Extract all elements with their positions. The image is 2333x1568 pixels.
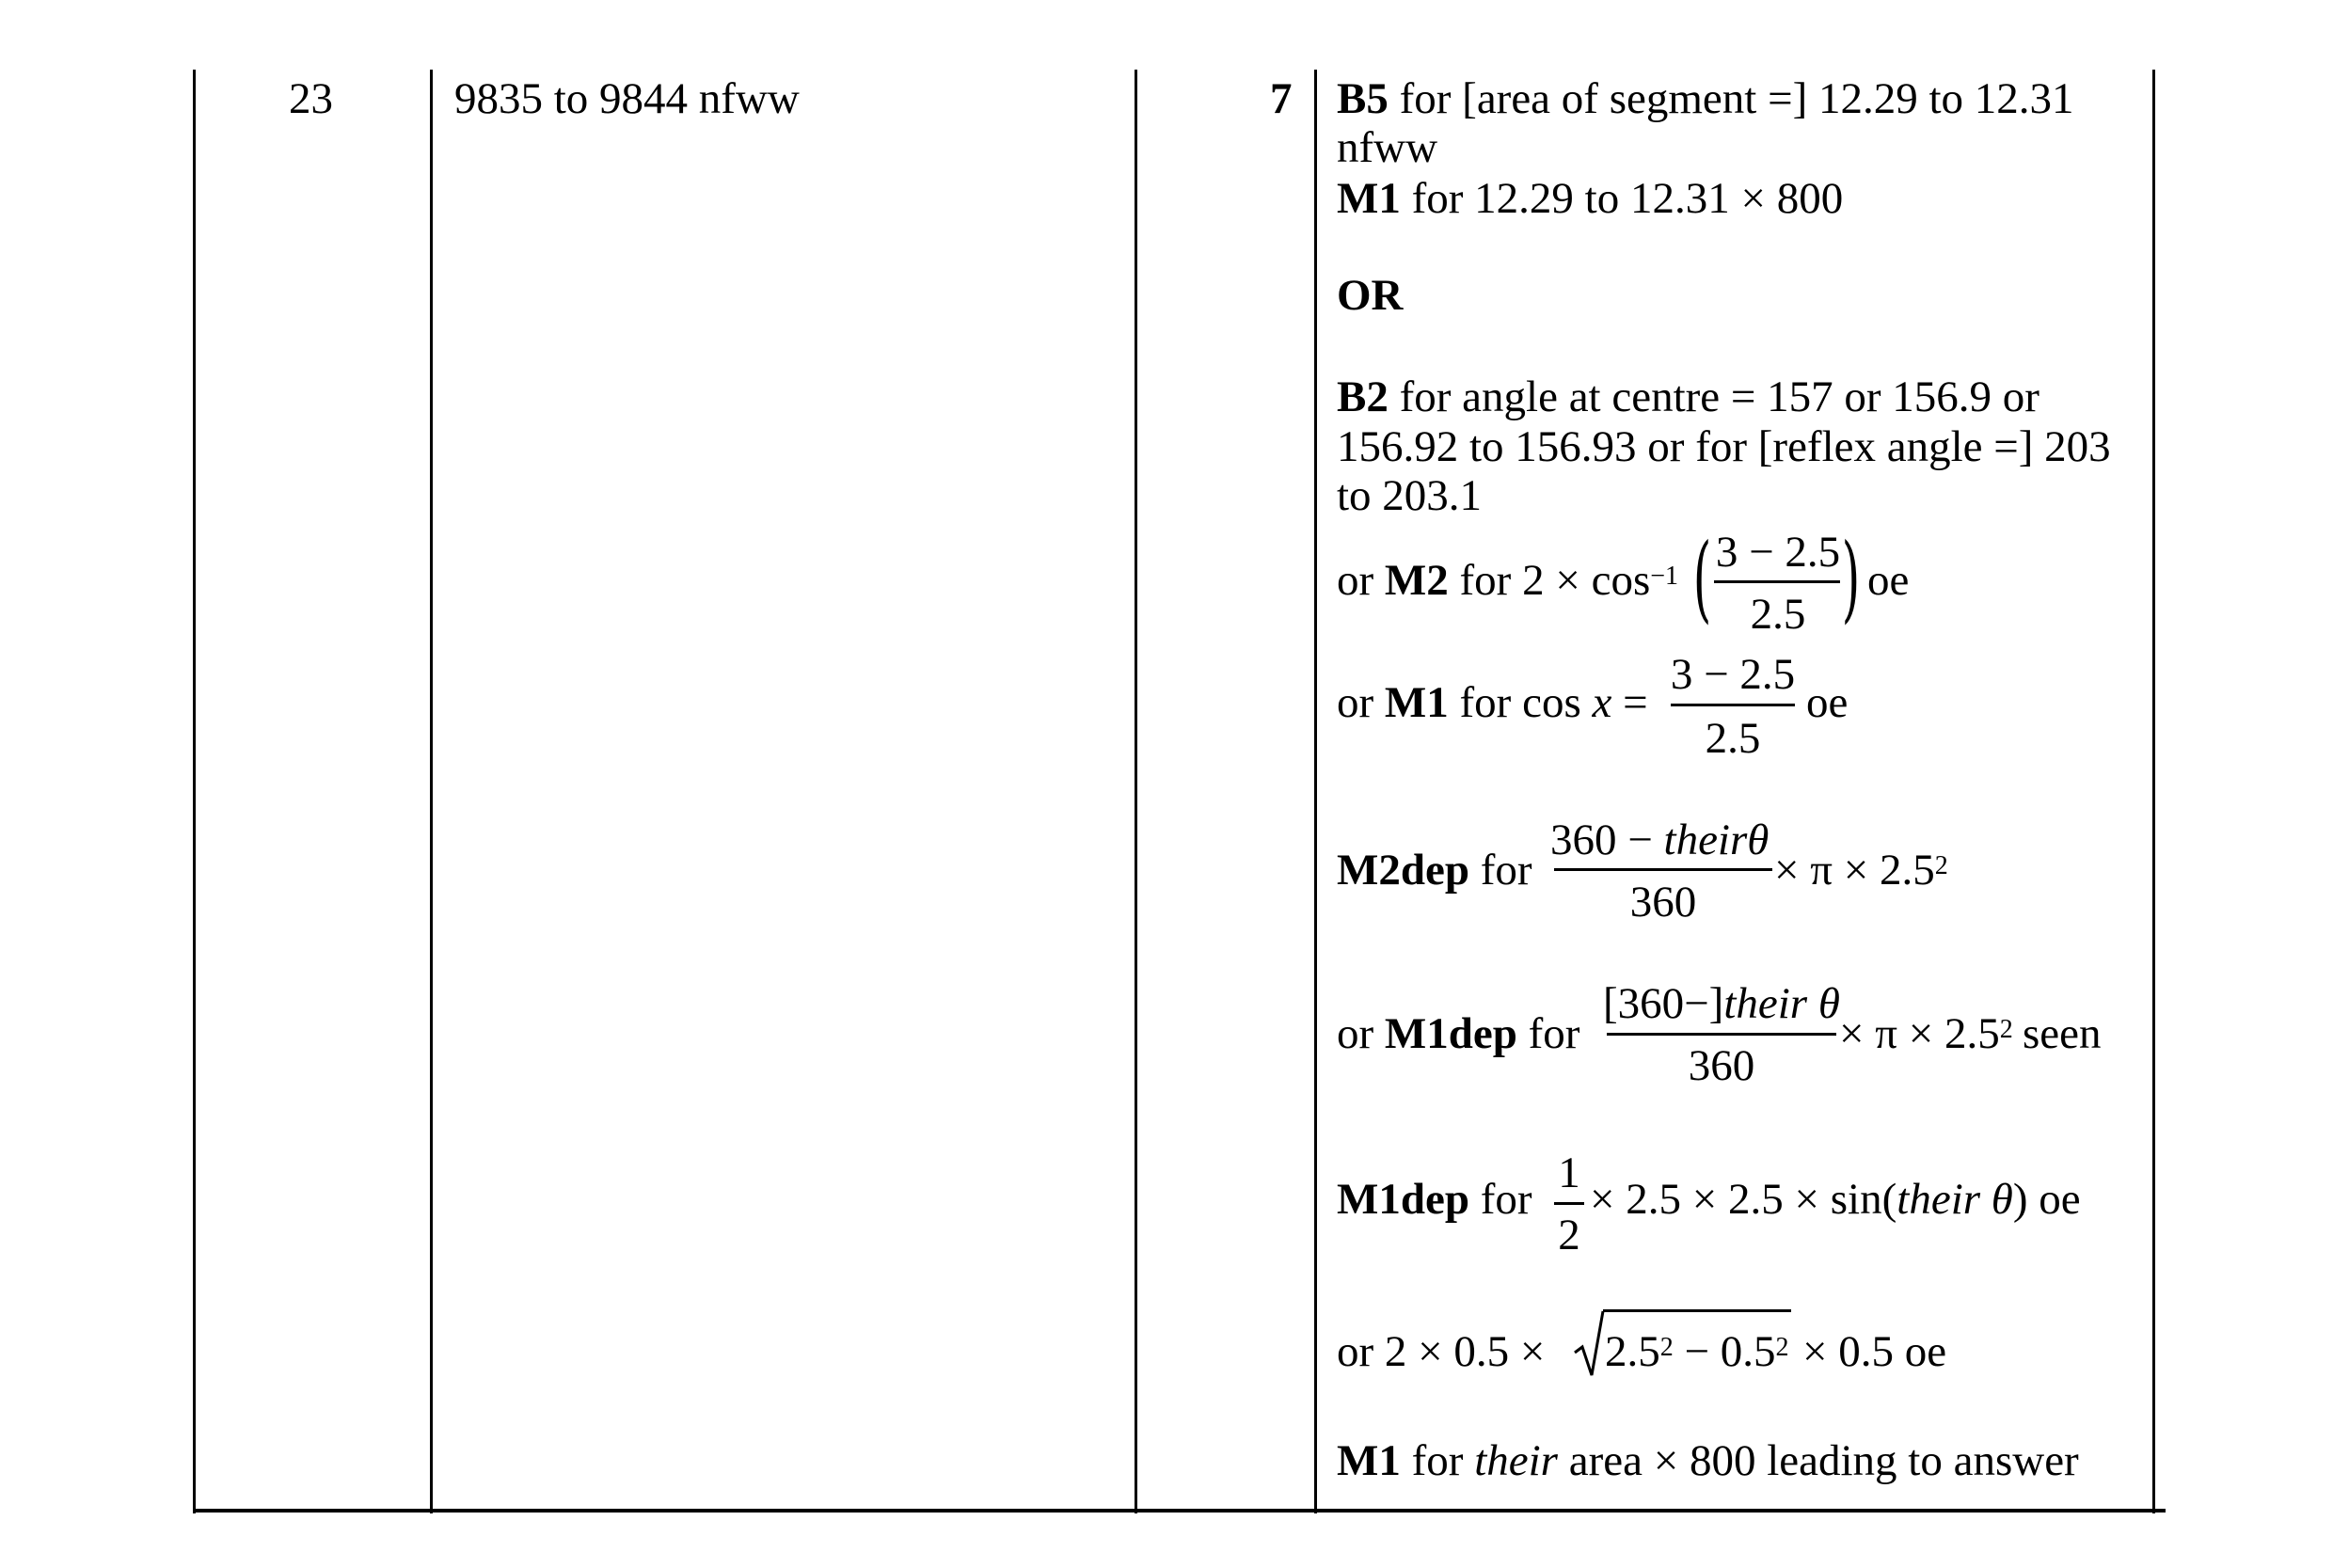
b5-code: B5 bbox=[1337, 74, 1389, 123]
m1-cos-numerator: 3 − 2.5 bbox=[1670, 650, 1796, 699]
b5-line-1: B5 for [area of segment =] 12.29 to 12.31 bbox=[1337, 74, 2074, 123]
half-numerator: 1 bbox=[1558, 1148, 1580, 1197]
m2-fraction-bar bbox=[1714, 580, 1840, 583]
m1dep-triangle-line: M1dep for bbox=[1337, 1175, 1532, 1224]
m1dep-seen: seen bbox=[2023, 1009, 2102, 1058]
table-border-left bbox=[193, 70, 196, 1513]
m1-line: M1 for 12.29 to 12.31 × 800 bbox=[1337, 174, 1844, 223]
left-paren: ( bbox=[1692, 523, 1712, 633]
m1-cos-denominator: 2.5 bbox=[1705, 714, 1761, 763]
question-number: 23 bbox=[289, 74, 333, 123]
m1dep-numerator: [360−]their θ bbox=[1603, 979, 1840, 1028]
b2-line-2: 156.92 to 156.93 or for [reflex angle =] 203 bbox=[1337, 422, 2111, 471]
sqrt-vinculum bbox=[1603, 1309, 1791, 1312]
b2-line-3: to 203.1 bbox=[1337, 471, 1483, 520]
m2-oe: oe bbox=[1867, 556, 1910, 605]
marks-cell: 7 bbox=[1270, 74, 1293, 123]
half-denominator: 2 bbox=[1558, 1211, 1580, 1259]
half-fraction-bar bbox=[1554, 1202, 1584, 1205]
m2-line: or M2 for $2 \times \cos^{-1}$ bbox=[1337, 556, 1679, 605]
m2-denominator: 2.5 bbox=[1750, 590, 1806, 639]
table-divider-2 bbox=[1135, 70, 1137, 1513]
m2dep-tail: × $\pi \times 2.5^2$ bbox=[1774, 846, 1948, 895]
table-divider-1 bbox=[430, 70, 433, 1513]
m2dep-fraction-bar bbox=[1554, 868, 1772, 871]
m2dep-line: M2dep for bbox=[1337, 846, 1532, 895]
m1-cos-oe: oe bbox=[1806, 678, 1849, 727]
m2dep-denominator: 360 bbox=[1629, 878, 1697, 927]
radicand: $2.5^2 - 0.5^2$ bbox=[1605, 1327, 1789, 1376]
table-divider-3 bbox=[1314, 70, 1317, 1513]
table-bottom-border bbox=[193, 1509, 2166, 1513]
alt-line: or 2 × 0.5 × bbox=[1337, 1327, 1546, 1376]
m1dep-line: or M1dep for bbox=[1337, 1009, 1580, 1058]
m1dep-denominator: 360 bbox=[1688, 1041, 1755, 1090]
b5-line-2: nfww bbox=[1337, 123, 1438, 172]
m1-cos-line: or M1 for cos x = bbox=[1337, 678, 1648, 727]
m1dep-triangle-tail: × 2.5 × 2.5 × sin(their θ) oe bbox=[1590, 1175, 2081, 1224]
sqrt-icon bbox=[1573, 1307, 1605, 1383]
m1dep-tail: × $\pi \times 2.5^2$ bbox=[1839, 1009, 2013, 1058]
answer-cell: 9835 to 9844 nfww bbox=[454, 74, 800, 123]
m1dep-fraction-bar bbox=[1607, 1033, 1836, 1036]
m1-cos-fraction-bar bbox=[1671, 704, 1795, 706]
m2-numerator: 3 − 2.5 bbox=[1715, 528, 1841, 577]
table-border-right bbox=[2152, 70, 2155, 1513]
m2dep-numerator: 360 − theirθ bbox=[1550, 816, 1770, 864]
b2-line-1: B2 for angle at centre = 157 or 156.9 or bbox=[1337, 372, 2039, 421]
alt-tail: × 0.5 oe bbox=[1802, 1327, 1947, 1376]
or-heading: OR bbox=[1337, 271, 1404, 320]
final-m1-line: M1 for their area × 800 leading to answer bbox=[1337, 1436, 2079, 1485]
right-paren: ) bbox=[1841, 523, 1861, 633]
